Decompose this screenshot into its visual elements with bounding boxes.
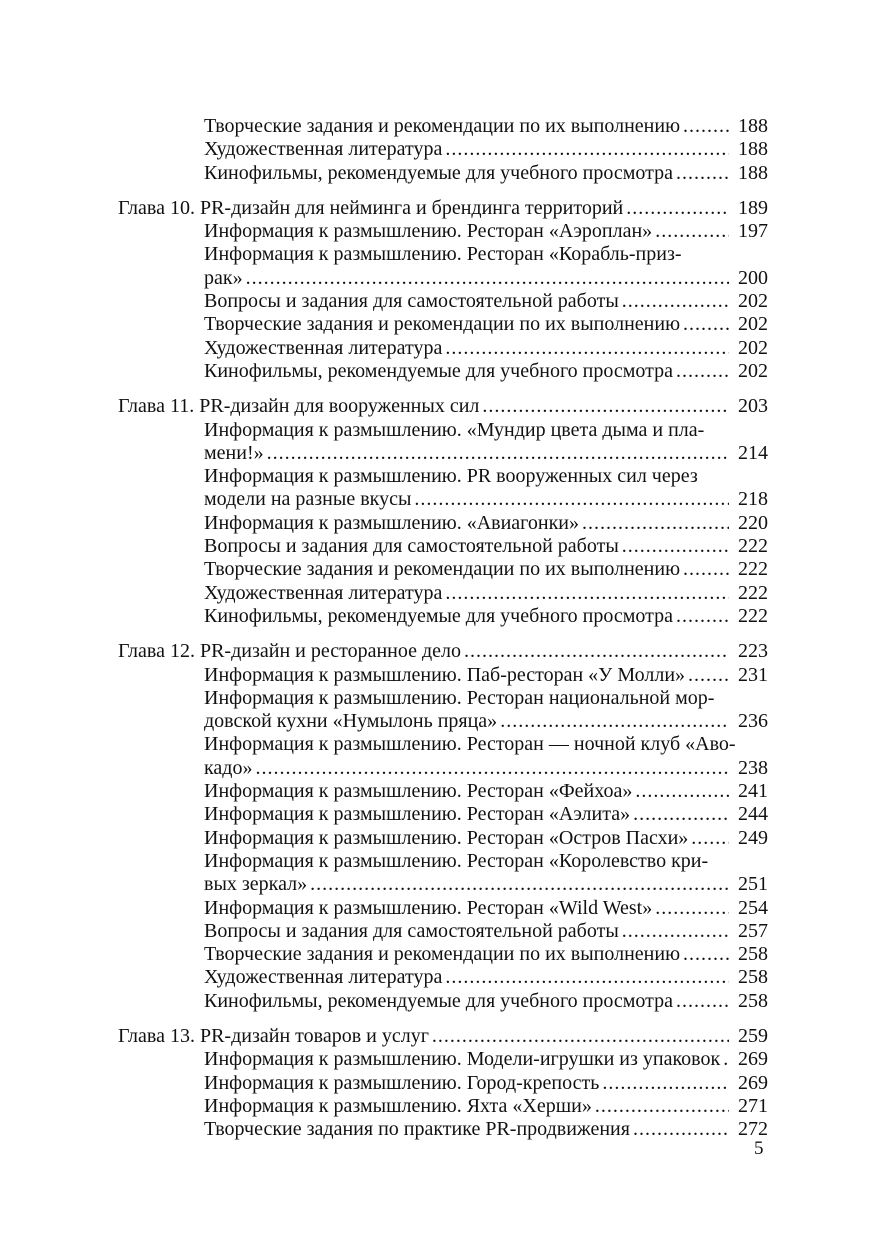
toc-section-entry [118,535,768,558]
toc-entry-title: Информация к размышлению. Ресторан «Фейхоа» [204,780,633,803]
toc-entry-page: 241 [738,780,768,803]
dot-leader [691,827,729,850]
toc-entry-title: Художественная литература [204,966,443,989]
toc-section-entry [118,162,768,185]
dot-leader [445,582,729,605]
toc-entry-page: 200 [738,266,768,289]
toc-entry-title: Информация к размышлению. Ресторан — ночной клуб «Аво- [204,733,736,756]
toc-entry-page: 272 [738,1118,768,1141]
toc-entry-page: 188 [738,138,768,161]
toc-entry-page: 202 [738,359,768,382]
table-of-contents [118,115,768,1141]
dot-leader [683,313,729,336]
dot-leader [622,535,729,558]
toc-section-entry [118,138,768,161]
toc-section-entry [118,313,768,336]
toc-section-entry [118,1048,768,1071]
toc-entry-page: 188 [738,161,768,184]
toc-section-entry [118,1118,768,1141]
toc-entry-title: Информация к размышлению. Город-крепость [204,1071,600,1094]
toc-entry-page: 222 [738,581,768,604]
toc-entry-page: 220 [738,511,768,534]
toc-entry-title: Глава 10. PR-дизайн для нейминга и брендинга территорий [118,196,624,219]
dot-leader [676,990,729,1013]
toc-entry-title: Информация к размышлению. Ресторан национальной мор- [204,686,715,709]
dot-leader [723,1048,729,1071]
toc-section-entry [118,1072,768,1095]
dot-leader [683,558,729,581]
toc-entry-page: 222 [738,558,768,581]
dot-leader [688,664,729,687]
toc-entry-title: Творческие задания и рекомендации по их выполнению [204,115,681,137]
toc-entry-page: 258 [738,943,768,966]
toc-section-entry-line1 [118,465,768,488]
toc-entry-title: Кинофильмы, рекомендуемые для учебного просмотра [204,359,674,382]
toc-section-entry-line1 [118,733,768,756]
toc-section-entry-line2 [118,873,768,896]
toc-entry-title-cont: модели на разные вкусы [204,488,412,511]
toc-section-entry-line2 [118,757,768,780]
toc-entry-title-cont: мени!» [204,441,264,464]
toc-entry-page: 197 [738,220,768,243]
toc-section-entry [118,990,768,1013]
toc-entry-title: Творческие задания и рекомендации по их выполнению [204,943,681,966]
dot-leader [500,710,729,733]
toc-section-entry-line1 [118,419,768,442]
toc-entry-title: Информация к размышлению. Ресторан «Корабль-приз- [204,243,682,266]
toc-section-entry [118,337,768,360]
toc-entry-page: 236 [738,710,768,733]
toc-section-entry-line1 [118,850,768,873]
toc-section-entry [118,827,768,850]
toc-entry-page: 214 [738,441,768,464]
toc-section-entry [118,558,768,581]
dot-leader [626,197,729,220]
toc-entry-page: 222 [738,604,768,627]
toc-section-entry-line2 [118,267,768,290]
toc-section-entry [118,664,768,687]
toc-entry-title: Кинофильмы, рекомендуемые для учебного просмотра [204,604,674,627]
dot-leader [655,897,729,920]
toc-entry-title: Глава 13. PR-дизайн товаров и услуг [118,1024,429,1047]
toc-entry-page: 218 [738,488,768,511]
dot-leader [464,640,729,663]
toc-section-entry [118,1095,768,1118]
toc-section-entry [118,780,768,803]
toc-section-entry-line2 [118,710,768,733]
toc-entry-title: Информация к размышлению. Ресторан «Королевство кри- [204,849,709,872]
dot-leader [622,290,729,313]
toc-entry-title: Вопросы и задания для самостоятельной работы [204,919,619,942]
toc-entry-title-cont: рак» [204,266,243,289]
toc-section-entry [118,360,768,383]
toc-entry-page: 202 [738,336,768,359]
toc-entry-page: 202 [738,290,768,313]
toc-entry-page: 259 [738,1024,768,1047]
dot-leader [255,757,729,780]
toc-entry-page: 258 [738,966,768,989]
dot-leader [633,803,729,826]
toc-section-entry [118,290,768,313]
toc-section-entry [118,803,768,826]
toc-entry-page: 269 [738,1048,768,1071]
dot-leader [445,138,729,161]
toc-section-entry-line1 [118,243,768,266]
toc-entry-title: Кинофильмы, рекомендуемые для учебного просмотра [204,161,674,184]
dot-leader [432,1025,729,1048]
toc-entry-title: Художественная литература [204,581,443,604]
toc-chapter-entry [118,395,768,418]
toc-entry-page: 223 [738,640,768,663]
page-number: 5 [754,1138,764,1159]
dot-leader [414,488,729,511]
chapter-spacer [118,1013,768,1025]
toc-chapter-entry [118,1025,768,1048]
toc-entry-page: 269 [738,1071,768,1094]
toc-entry-title: Информация к размышлению. Ресторан «Аэроплан» [204,220,653,243]
toc-entry-title: Вопросы и задания для самостоятельной работы [204,535,619,558]
dot-leader [582,512,729,535]
toc-entry-page: 257 [738,919,768,942]
toc-entry-page: 251 [738,873,768,896]
toc-entry-page: 203 [738,395,768,418]
toc-section-entry [118,512,768,535]
toc-entry-page: 188 [738,115,768,137]
toc-entry-title: Информация к размышлению. «Авиагонки» [204,511,580,534]
toc-entry-page: 249 [738,826,768,849]
toc-entry-title-cont: вых зеркал» [204,873,308,896]
toc-section-entry [118,115,768,138]
dot-leader [683,115,729,138]
toc-section-entry [118,943,768,966]
dot-leader [602,1072,729,1095]
toc-entry-page: 238 [738,756,768,779]
toc-section-entry [118,605,768,628]
dot-leader [595,1095,729,1118]
dot-leader [246,267,729,290]
toc-entry-title: Информация к размышлению. Паб-ресторан «У Молли» [204,663,686,686]
toc-entry-title-cont: кадо» [204,756,253,779]
toc-entry-title: Творческие задания и рекомендации по их выполнению [204,558,681,581]
toc-entry-title: Творческие задания по практике PR-продвижения [204,1118,630,1141]
toc-entry-title: Кинофильмы, рекомендуемые для учебного просмотра [204,989,674,1012]
toc-entry-title: Глава 12. PR-дизайн и ресторанное дело [118,640,462,663]
toc-entry-title-cont: довской кухни «Нумылонь пряца» [204,710,498,733]
toc-entry-page: 244 [738,803,768,826]
toc-entry-title: Информация к размышлению. Ресторан «Аэлита» [204,803,631,826]
toc-entry-title: Информация к размышлению. Яхта «Херши» [204,1094,592,1117]
chapter-spacer [118,628,768,640]
toc-entry-title: Художественная литература [204,336,443,359]
dot-leader [676,360,729,383]
toc-entry-title: Информация к размышлению. Модели-игрушки из упаковок [204,1048,721,1071]
toc-entry-title: Информация к размышлению. «Мундир цвета дыма и пла- [204,418,705,441]
chapter-spacer [118,185,768,197]
toc-entry-page: 254 [738,896,768,919]
toc-entry-page: 258 [738,989,768,1012]
toc-section-entry [118,582,768,605]
dot-leader [635,780,729,803]
dot-leader [633,1118,729,1141]
toc-entry-title: Художественная литература [204,138,443,161]
toc-entry-title: Информация к размышлению. Ресторан «Остров Пасхи» [204,826,689,849]
toc-section-entry-line2 [118,442,768,465]
toc-section-entry [118,966,768,989]
dot-leader [310,873,729,896]
toc-entry-title: Информация к размышлению. PR вооруженных сил через [204,465,698,488]
dot-leader [482,395,729,418]
dot-leader [683,943,729,966]
toc-chapter-entry [118,640,768,663]
dot-leader [676,605,729,628]
toc-entry-title: Творческие задания и рекомендации по их выполнению [204,313,681,336]
toc-entry-page: 222 [738,535,768,558]
toc-entry-page: 202 [738,313,768,336]
toc-entry-page: 189 [738,196,768,219]
toc-chapter-entry [118,197,768,220]
dot-leader [655,220,729,243]
toc-entry-page: 231 [738,663,768,686]
toc-entry-title: Информация к размышлению. Ресторан «Wild West» [204,896,653,919]
toc-section-entry [118,920,768,943]
dot-leader [622,920,729,943]
toc-entry-title: Глава 11. PR-дизайн для вооруженных сил [118,395,480,418]
toc-entry-page: 271 [738,1094,768,1117]
dot-leader [445,966,729,989]
toc-section-entry [118,897,768,920]
toc-entry-title: Вопросы и задания для самостоятельной работы [204,290,619,313]
dot-leader [267,442,729,465]
dot-leader [445,337,729,360]
dot-leader [676,162,729,185]
toc-section-entry-line2 [118,488,768,511]
chapter-spacer [118,383,768,395]
toc-section-entry-line1 [118,687,768,710]
toc-section-entry [118,220,768,243]
